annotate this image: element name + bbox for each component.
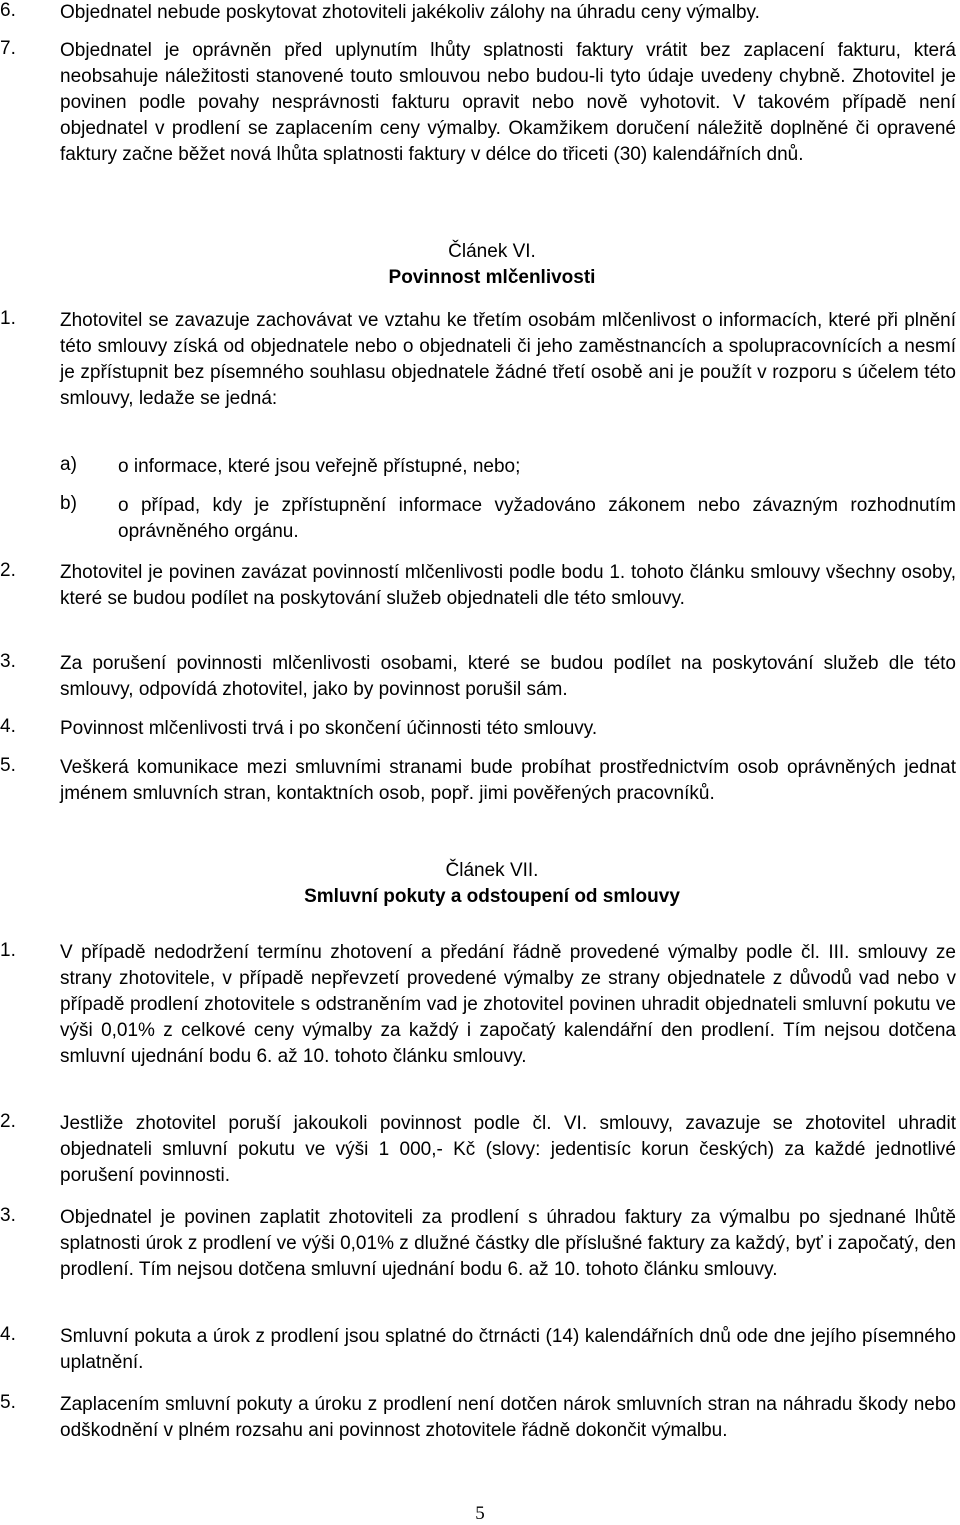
clause-number: 3. (0, 651, 16, 672)
clause-text: V případě nedodržení termínu zhotovení a předání řádně provedené výmalby podle čl. III. smlouvy ze strany zhotovitele, v případě nepřevzetí provedené výmalby ze strany objednatele z důvodů vad nebo v případě prodlení zhotovitele s odstraněním vad je zhotovitel povinen uhradit objednateli smluvní pokutu ve výši 0,01% z celkové ceny výmalby za každý i započatý kalendářní den prodlení. Tím nejsou dotčena smluvní ujednání bodu 6. až 10. tohoto článku smlouvy. (60, 942, 956, 1067)
clause-number: 7. (0, 38, 16, 59)
subitem-label: b) (60, 493, 77, 514)
clause-text: Objednatel je oprávněn před uplynutím lhůty splatnosti faktury vrátit bez zaplacení fakturu, která neobsahuje náležitosti stanovené touto smlouvou nebo budou-li tyto údaje uvedeny chybně. Zhotovitel je povinen podle povahy nesprávnosti fakturu opravit nebo nově vyhotovit. V takovém případě není objednatel v prodlení se zaplacením ceny výmalby. Okamžikem doručení náležitě doplněné či opravené faktury začne běžet nová lhůta splatnosti faktury v délce do třiceti (30) kalendářních dnů. (60, 40, 956, 165)
clause-number: 4. (0, 716, 16, 737)
clause-number: 2. (0, 560, 16, 581)
clause-text: Smluvní pokuta a úrok z prodlení jsou splatné do čtrnácti (14) kalendářních dnů ode dne jejího písemného uplatnění. (60, 1326, 956, 1373)
clause-number: 3. (0, 1205, 16, 1226)
article-7-title: Smluvní pokuty a odstoupení od smlouvy (304, 886, 680, 907)
clause-number: 1. (0, 308, 16, 329)
clause-number: 1. (0, 940, 16, 961)
clause-text: Zhotovitel je povinen zavázat povinností mlčenlivosti podle bodu 1. tohoto článku smlouvy všechny osoby, které se budou podílet na poskytování služeb objednateli dle této smlouvy. (60, 562, 956, 609)
clause-number: 2. (0, 1111, 16, 1132)
page-number: 5 (475, 1503, 485, 1524)
clause-text: Jestliže zhotovitel poruší jakoukoli povinnost podle čl. VI. smlouvy, zavazuje se zhotovitel uhradit objednateli smluvní pokutu ve výši 1 000,- Kč (slovy: jedentisíc korun českých) za každé jednotlivé porušení povinnosti. (60, 1113, 956, 1186)
clause-text: Povinnost mlčenlivosti trvá i po skončení účinnosti této smlouvy. (60, 718, 598, 739)
clause-text: Za porušení povinnosti mlčenlivosti osobami, které se budou podílet na poskytování služeb dle této smlouvy, odpovídá zhotovitel, jako by povinnost porušil sám. (60, 653, 956, 700)
clause-text: Objednatel nebude poskytovat zhotoviteli jakékoliv zálohy na úhradu ceny výmalby. (60, 2, 760, 23)
clause-number: 5. (0, 755, 16, 776)
clause-number: 5. (0, 1392, 16, 1413)
article-6-heading: Článek VI. (448, 241, 536, 262)
subitem-text: o informace, které jsou veřejně přístupné, nebo; (118, 456, 521, 477)
clause-number: 6. (0, 0, 16, 21)
subitem-text: o případ, kdy je zpřístupnění informace vyžadováno zákonem nebo závazným rozhodnutím oprávněného orgánu. (118, 495, 956, 542)
clause-text: Zhotovitel se zavazuje zachovávat ve vztahu ke třetím osobám mlčenlivost o informacích, které při plnění této smlouvy získá od objednatele nebo o objednateli či jeho zaměstnancích a spolupracovnících a nesmí je zpřístupnit bez písemného souhlasu objednatele žádné třetí osobě ani je použít v rozporu s účelem této smlouvy, ledaže se jedná: (60, 310, 956, 409)
article-6-title: Povinnost mlčenlivosti (388, 267, 596, 288)
subitem-label: a) (60, 454, 77, 475)
article-7-heading: Článek VII. (445, 860, 539, 881)
clause-number: 4. (0, 1324, 16, 1345)
clause-text: Objednatel je povinen zaplatit zhotoviteli za prodlení s úhradou faktury za výmalbu po sjednané lhůtě splatnosti úrok z prodlení ve výši 0,01% z dlužné částky dle příslušné faktury za každý, byť i započatý, den prodlení. Tím nejsou dotčena smluvní ujednání bodu 6. až 10. tohoto článku smlouvy. (60, 1207, 956, 1280)
clause-text: Zaplacením smluvní pokuty a úroku z prodlení není dotčen nárok smluvních stran na náhradu škody nebo odškodnění v plném rozsahu ani povinnost zhotovitele řádně dokončit výmalbu. (60, 1394, 956, 1441)
clause-text: Veškerá komunikace mezi smluvními stranami bude probíhat prostřednictvím osob oprávněných jednat jménem smluvních stran, kontaktních osob, popř. jimi pověřených pracovníků. (60, 757, 956, 804)
